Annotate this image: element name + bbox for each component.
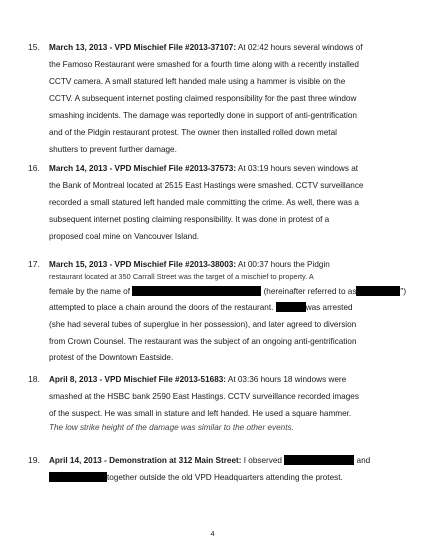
- paragraph-line: proposed coal mine on Vancouver Island.: [49, 232, 200, 241]
- paragraph-line: protest of the Downtown Eastside.: [49, 353, 174, 362]
- paragraph-line: The low strike height of the damage was similar to the other events.: [49, 423, 294, 432]
- paragraph-line: recorded a small statured left handed male committing the crime. As well, there was a: [49, 198, 359, 207]
- paragraph-line: subsequent internet posting claiming responsibility. It was done in protest of a: [49, 215, 330, 224]
- paragraph-number: 17.: [28, 259, 40, 269]
- paragraph-line: CCTV camera. A small statured left handed male using a hammer is visible on the: [49, 77, 346, 86]
- redaction-bar: [284, 455, 354, 465]
- paragraph-line: the Famoso Restaurant were smashed for a fourth time along with a recently installed: [49, 60, 359, 69]
- paragraph-line: together outside the old VPD Headquarters attending the protest.: [49, 472, 385, 483]
- paragraph-line: female by the name of (hereinafter referred to as "): [49, 287, 407, 296]
- paragraph-number: 19.: [28, 455, 40, 465]
- paragraph-line: shutters to prevent further damage.: [49, 145, 177, 154]
- redaction-bar: [356, 286, 400, 296]
- redaction-bar: [132, 286, 261, 296]
- paragraph-line: smashed at the HSBC bank 2590 East Hastings. CCTV surveillance recorded images: [49, 392, 359, 401]
- paragraph-line: smashing incidents. The damage was reportedly done in support of anti-gentrification: [49, 111, 357, 120]
- paragraph-line: April 14, 2013 - Demonstration at 312 Main Street: I observed and: [49, 456, 371, 465]
- page-number: 4: [210, 529, 215, 538]
- paragraph-number: 15.: [28, 42, 40, 52]
- paragraph-line: of the suspect. He was small in stature and left handed. He used a square hammer.: [49, 409, 352, 418]
- paragraph-line: restaurant located at 350 Carrall Street was the target of a mischief to property. A: [49, 272, 314, 281]
- paragraph-line: April 8, 2013 - VPD Mischief File #2013-51683: At 03:36 hours 18 windows were: [49, 375, 347, 384]
- paragraph-line: from Crown Counsel. The restaurant was the subject of an ongoing anti-gentrification: [49, 337, 357, 346]
- paragraph-number: 18.: [28, 374, 40, 384]
- paragraph-line: March 14, 2013 - VPD Mischief File #2013-37573: At 03:19 hours seven windows at: [49, 164, 359, 173]
- paragraph-line: and of the Pidgin restaurant protest. The owner then installed rolled down metal: [49, 128, 337, 137]
- paragraph-line: March 13, 2013 - VPD Mischief File #2013-37107: At 02:42 hours several windows of: [49, 43, 363, 52]
- paragraph-line: (she had several tubes of superglue in her possession), and later agreed to diversion: [49, 320, 357, 329]
- paragraph-line: March 15, 2013 - VPD Mischief File #2013-38003: At 00:37 hours the Pidgin: [49, 260, 330, 269]
- paragraph-number: 16.: [28, 163, 40, 173]
- paragraph-line: the Bank of Montreal located at 2515 East Hastings were smashed. CCTV surveillance: [49, 181, 364, 190]
- redaction-bar: [276, 302, 306, 312]
- paragraph-line: CCTV. A subsequent internet posting claimed responsibility for the past three window: [49, 94, 357, 103]
- redaction-bar: [49, 472, 107, 482]
- paragraph-line: attempted to place a chain around the doors of the restaurant. was arrested: [49, 303, 353, 312]
